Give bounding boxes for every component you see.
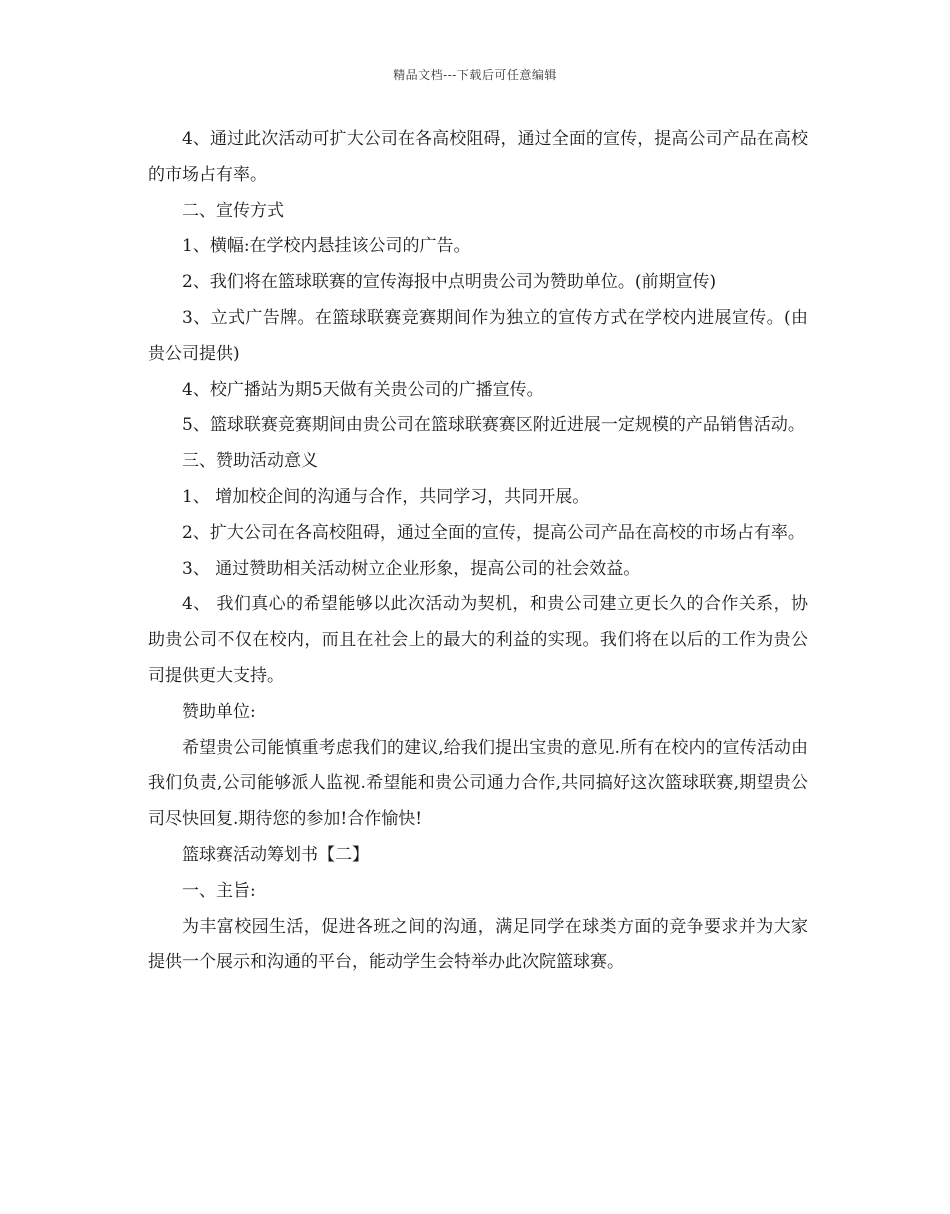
- document-subtitle: 篮球赛活动筹划书【二】: [182, 844, 369, 865]
- section-heading-significance: 三、赞助活动意义: [182, 451, 318, 472]
- section-heading-promotion: 二、宣传方式: [182, 200, 284, 221]
- paragraph-significance-1: 1、 增加校企间的沟通与合作，共同学习，共同开展。: [182, 486, 590, 507]
- paragraph-promotion-5: 5、篮球联赛竞赛期间由贵公司在篮球联赛赛区附近进展一定规模的产品销售活动。: [182, 415, 805, 436]
- section-heading-purpose: 一、主旨:: [182, 880, 256, 901]
- paragraph-promotion-3: 3、立式广告牌。在篮球联赛竞赛期间作为独立的宣传方式在学校内进展宣传。(由贵公司提供): [148, 307, 808, 364]
- paragraph-significance-3: 3、 通过赞助相关活动树立企业形象，提高公司的社会效益。: [182, 558, 641, 579]
- paragraph-goal-4: 4、通过此次活动可扩大公司在各高校阻碍，通过全面的宣传，提高公司产品在高校的市场占有率。: [148, 129, 808, 185]
- paragraph-purpose: 为丰富校园生活，促进各班之间的沟通，满足同学在球类方面的竞争要求并为大家提供一个展示和沟通的平台，能动学生会特举办此次院篮球赛。: [148, 916, 808, 973]
- document-body: [148, 122, 808, 981]
- paragraph-promotion-4: 4、校广播站为期5天做有关贵公司的广播宣传。: [182, 379, 544, 400]
- sponsor-label: 赞助单位:: [182, 701, 256, 722]
- paragraph-promotion-1: 1、横幅:在学校内悬挂该公司的广告。: [182, 236, 471, 257]
- page-header: 精品文档---下载后可任意编辑: [393, 68, 557, 82]
- paragraph-promotion-2: 2、我们将在篮球联赛的宣传海报中点明贵公司为赞助单位。(前期宣传): [182, 272, 717, 293]
- paragraph-significance-4: 4、 我们真心的希望能够以此次活动为契机，和贵公司建立更长久的合作关系，协助贵公司不仅在校内，而且在社会上的最大的利益的实现。我们将在以后的工作为贵公司提供更大支持。: [148, 594, 808, 686]
- paragraph-significance-2: 2、扩大公司在各高校阻碍，通过全面的宣传，提高公司产品在高校的市场占有率。: [182, 522, 805, 543]
- paragraph-closing-request: 希望贵公司能慎重考虑我们的建议,给我们提出宝贵的意见.所有在校内的宣传活动由我们负责,公司能够派人监视.希望能和贵公司通力合作,共同搞好这次篮球联赛,期望贵公司尽快回复.期待您的参加!合作愉快!: [148, 737, 808, 830]
